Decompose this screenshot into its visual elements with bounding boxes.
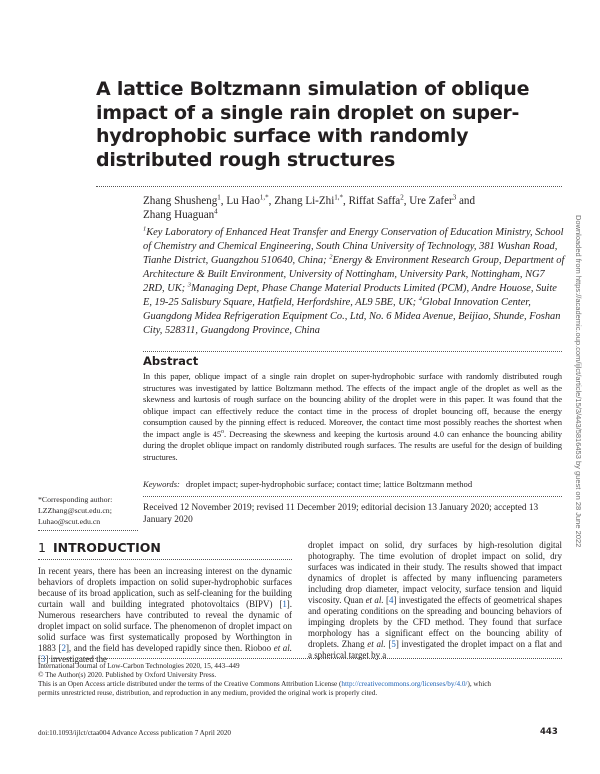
section-title: INTRODUCTION <box>52 540 161 555</box>
section-heading <box>38 540 161 555</box>
citation-link[interactable]: 2 <box>61 643 66 654</box>
abstract-text-part: In this paper, oblique impact of a single rain droplet on super-hydrophobic surface with randomly distributed rough structures was investigated by lattice Boltzmann method. The effects of the impact angle of the droplet as well as the skewness and kurtosis of rough surface on the bouncing ability of the droplet were in this paper. It was found that the oblique impact can effectively reduce the contact time in the process of droplet bouncing off, because the energy consumption caused by the pinning effect is reduced. Moreover, the contact time most possibly reaches the shortest when the impact angle is 45 <box>143 371 562 439</box>
keywords-label: Keywords: <box>143 479 180 489</box>
body-text: ] investigated the effects of geometrical shapes and operating conditions on the spreading and bouncing behaviors of impinging droplets by the CFD method. They found that surface morphology has a significant effect on the bouncing ability of droplets. Zhang <box>308 595 562 650</box>
received-divider <box>143 496 562 497</box>
body-text: [ <box>385 639 392 650</box>
section-divider <box>38 559 292 560</box>
article-title: A lattice Boltzmann simulation of oblique impact of a single rain droplet on super-hydrophobic surface with randomly distributed rough structures <box>96 78 530 171</box>
author-affiliation-mark: 3 <box>452 193 457 202</box>
intro-left-column <box>38 566 292 665</box>
citation-link[interactable]: 5 <box>391 639 396 650</box>
received-dates: Received 12 November 2019; revised 11 December 2019; editorial decision 13 January 2020; accepted 13 January 2020 <box>143 503 539 525</box>
copyright-line: © The Author(s) 2020. Published by Oxford University Press. <box>38 671 217 679</box>
license-line <box>38 680 562 689</box>
author[interactable]: Zhang Shusheng <box>143 195 218 207</box>
page-number: 443 <box>540 727 558 737</box>
author-affiliation-mark: 1,* <box>259 193 269 202</box>
license-text: This is an Open Access article distributed under the terms of the Creative Commons Attribution License ( <box>38 680 342 688</box>
author-affiliation-mark: 1 <box>217 193 221 202</box>
author-affiliation-mark: 2 <box>400 193 404 202</box>
author-affiliation-mark: 4 <box>214 207 218 216</box>
affiliation-mark: 2 <box>329 253 333 261</box>
citation-link[interactable]: 3 <box>40 654 46 665</box>
abstract-heading: Abstract <box>143 354 199 368</box>
affiliation-mark: 4 <box>418 295 422 303</box>
affiliation-block <box>143 226 567 338</box>
abstract-divider <box>143 351 562 352</box>
affiliation-mark: 3 <box>187 281 191 289</box>
intro-right-column <box>308 540 562 662</box>
affiliation: Key Laboratory of Enhanced Heat Transfer and Energy Conservation of Education Ministry, School of Chemistry and Chemical Engineering, South China University of Technology, 381 Wushan Road, Tianhe District, Guangzhou 510640, China; <box>143 227 564 266</box>
doi-line: doi:10.1093/ijlct/ctaa004 Advance Access publication 7 April 2020 <box>38 729 232 737</box>
author[interactable]: Lu Hao <box>226 195 260 207</box>
body-text: droplet impact on solid, dry surfaces by high-resolution digital photography. The time evolution of droplet impact on solid, dry surfaces was indicated in their study. The results showed that impact dynamics of droplet is affected by many influencing parameters including drop diameter, impact velocity, surface tension and liquid viscosity. Quan <box>308 540 562 606</box>
affiliation: Energy & Environment Research Group, Department of Architecture & Built Environment, University of Nottingham, University Park, Nottingham, NG7 2RD, UK; <box>143 255 565 294</box>
body-text: ], and the field has developed rapidly since then. Rioboo <box>65 643 274 654</box>
affiliation: Global Innovation Center, Guangdong Midea Refrigeration Equipment Co., Ltd, No. 6 Midea Avenue, Beijiao, Shunde, Foshan City, 528311, Guangdong Province, China <box>143 297 561 336</box>
license-line: permits unrestricted reuse, distribution, and reproduction in any medium, provided the original work is properly cited. <box>38 689 378 697</box>
download-watermark <box>574 215 586 587</box>
degree-mark: o <box>221 428 224 435</box>
body-text: ] investigated the droplet impact on a flat and a spherical target by a <box>308 639 562 661</box>
footer-divider <box>38 658 562 659</box>
et-al: et al. <box>365 595 384 606</box>
section-number: 1 <box>38 540 46 555</box>
license-link[interactable]: http://creativecommons.org/licenses/by/4.0/ <box>341 680 468 688</box>
author-separator: , <box>403 195 410 207</box>
affiliation-mark: 1 <box>143 225 147 233</box>
citation-link[interactable]: 4 <box>388 595 394 606</box>
corresponding-label: *Corresponding author: <box>38 495 113 504</box>
email-link[interactable]: Luhao@scut.edu.cn <box>38 517 101 526</box>
title-divider <box>96 186 562 187</box>
author[interactable]: Zhang Huaguan <box>143 209 215 221</box>
keywords <box>143 479 562 490</box>
email-link[interactable]: LZZhang@scut.edu.cn; <box>38 506 112 515</box>
body-text: ]. Numerous researchers have contributed to reveal the dynamic of droplet impact on solid surface. The phenomenon of droplet impact on solid surface was first systematically proposed by Worthington in 1883 [ <box>38 599 292 654</box>
body-text: [ <box>38 654 41 665</box>
author[interactable]: Zhang Li-Zhi <box>274 195 335 207</box>
et-al: et al. <box>273 643 292 654</box>
author-separator: , <box>220 195 227 207</box>
author-separator: and <box>456 195 475 207</box>
body-text: ] investigated the <box>45 654 108 665</box>
author-affiliation-mark: 1,* <box>334 193 344 202</box>
keywords-text: droplet impact; super-hydrophobic surface; contact time; lattice Boltzmann method <box>185 479 473 489</box>
corresponding-author <box>38 494 138 527</box>
author-separator: , <box>343 195 349 207</box>
et-al: et al. <box>367 639 386 650</box>
journal-citation: International Journal of Low-Carbon Technologies 2020, 15, 443–449 <box>38 662 240 670</box>
download-watermark-text: Downloaded from https://academic.oup.com/ijlct/article/15/3/443/5816453 by guest on 28 June 2022 <box>574 215 583 548</box>
author-separator: , <box>268 195 275 207</box>
body-text: [ <box>383 595 389 606</box>
body-text: In recent years, there has been an increasing interest on the dynamic behaviors of droplets impaction on solid super-hydrophobic surfaces because of its broad application, such as self-cleaning for the building curtain wall and building integrated photovoltaics (BIPV) [ <box>38 566 292 610</box>
corresponding-divider <box>38 530 138 531</box>
affiliation: Managing Dept, Phase Change Material Products Limited (PCM), Andre Houose, Suite E, 19-25 Salisbury Square, Hatfield, Herfordshire, AL9 5BE, UK; <box>143 283 557 308</box>
abstract-text-part: . Decreasing the skewness and keeping the kurtosis around 4.0 can enhance the bouncing ability during the droplet oblique impact on randomly distributed rough surfaces. The results are useful for the design of building structures. <box>143 428 562 462</box>
author[interactable]: Riffat Saffa <box>348 195 401 207</box>
license-text: ), which <box>467 680 491 688</box>
citation-link[interactable]: 1 <box>282 599 287 610</box>
author[interactable]: Ure Zafer <box>409 195 453 207</box>
abstract-body <box>143 371 562 463</box>
author-list <box>143 194 563 222</box>
